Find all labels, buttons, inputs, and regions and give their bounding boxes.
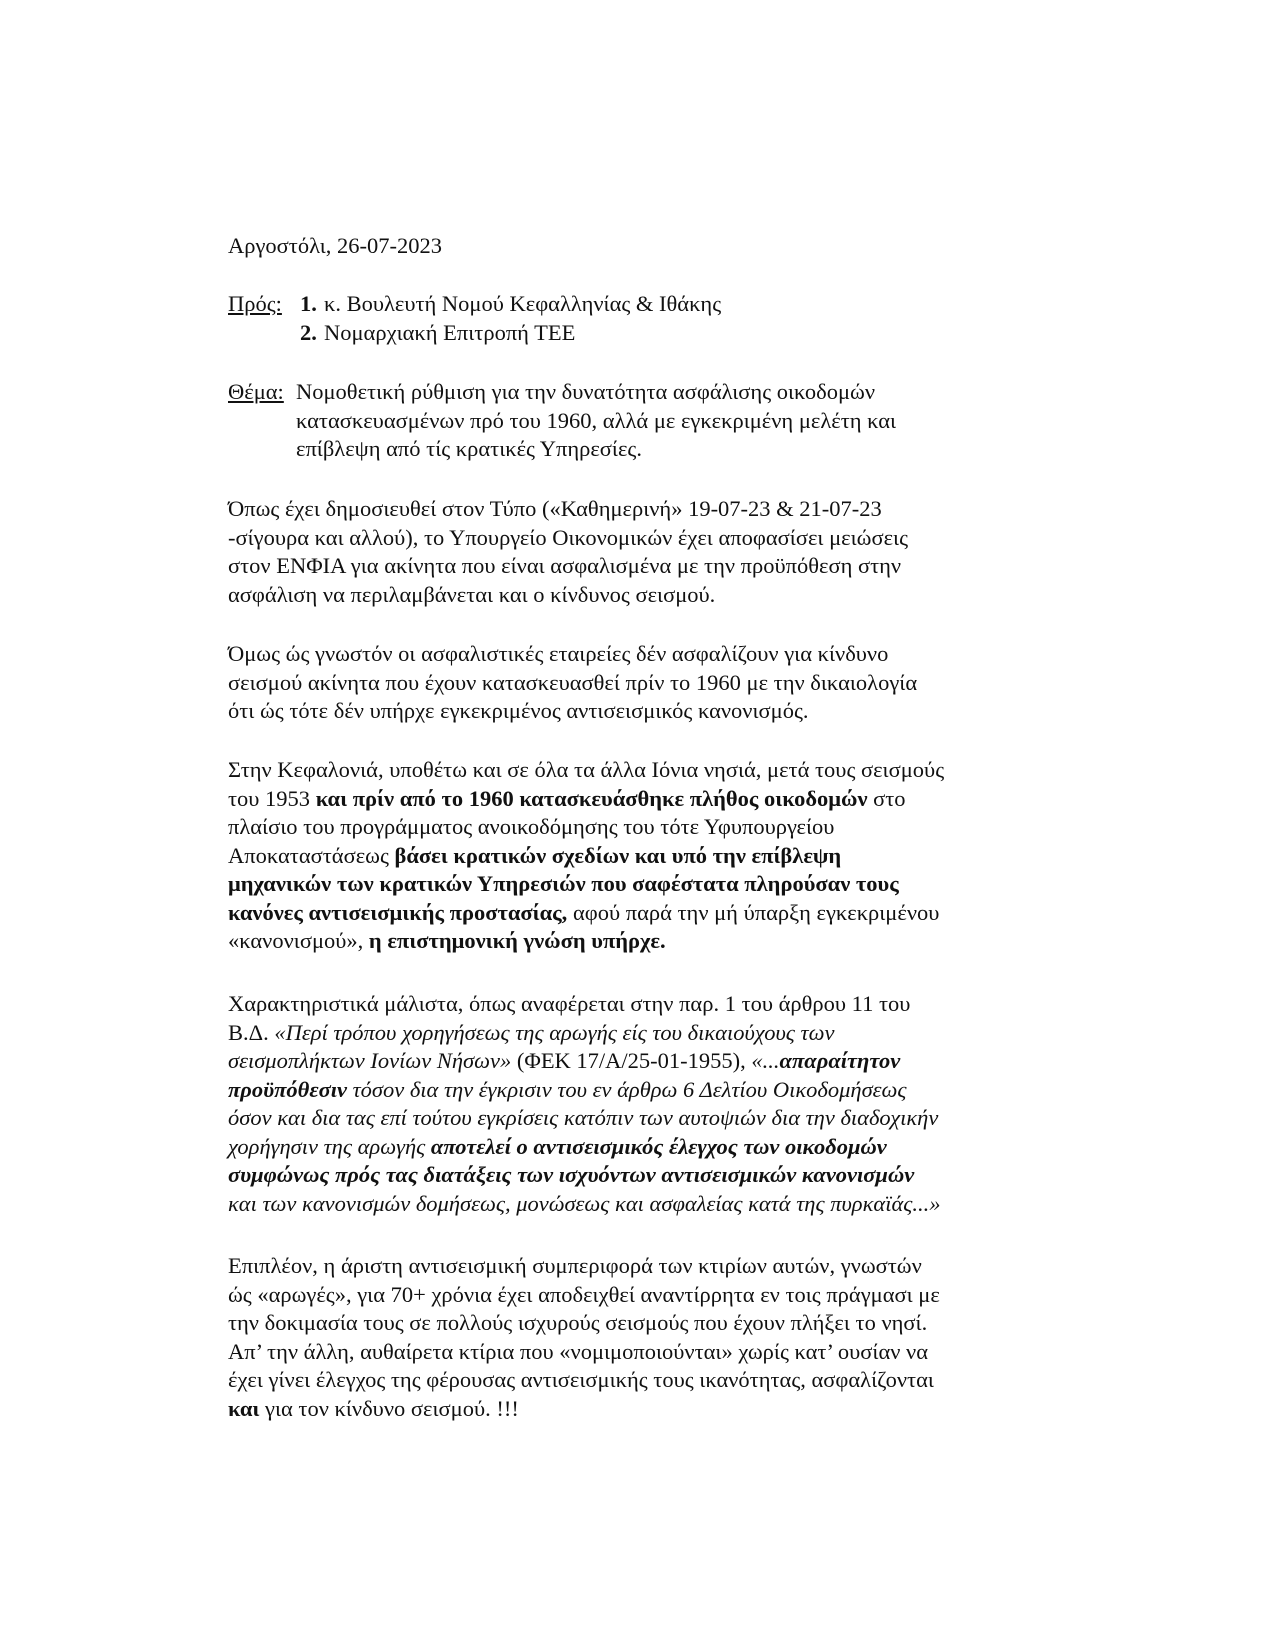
subject-line-3: επίβλεψη από τίς κρατικές Υπηρεσίες. [296, 436, 642, 461]
bold-text: και πρίν από το 1960 κατασκευάσθηκε πλήθος οικοδομών [315, 785, 868, 811]
subject-line-2: κατασκευασμένων πρό του 1960, αλλά με εγκεκριμένη μελέτη και [296, 407, 897, 433]
paragraph-line: πλαίσιο του προγράμματος ανοικοδόμησης του τότε Υφυπουργείου [228, 814, 835, 839]
paragraph-line: «κανονισμού», η επιστημονική γνώση υπήρχε. [228, 928, 666, 953]
bold-text: κανόνες αντισεισμικής προστασίας, [228, 899, 568, 925]
paragraph-line [228, 1161, 941, 1190]
bold-italic-text: αποτελεί ο αντισεισμικός έλεγχος των οικοδομών [430, 1133, 887, 1159]
date-line: Αργοστόλι, 26-07-2023 [228, 233, 443, 258]
paragraph-line: χορήγησιν της αρωγής αποτελεί ο αντισεισμικός έλεγχος των οικοδομών [228, 1133, 887, 1159]
recipient-2 [228, 319, 721, 348]
paragraph-line: σεισμού ακίνητα που έχουν κατασκευασθεί πρίν το 1960 με την δικαιολογία [228, 669, 918, 695]
bold-text: και [228, 1395, 260, 1421]
subject-block [228, 378, 896, 464]
recipient-1-number: 1. [300, 291, 317, 316]
paragraph-line: ώς «αρωγές», για 70+ χρόνια έχει αποδειχθεί αναντίρρητα εν τοις πράγμασι με [228, 1281, 940, 1307]
paragraph-line: σεισμοπλήκτων Ιονίων Νήσων» (ΦΕΚ 17/Α/25-01-1955), «...απαραίτητον [228, 1048, 901, 1073]
paragraph-3 [228, 756, 944, 956]
paragraph-line: Όμως ώς γνωστόν οι ασφαλιστικές εταιρείες δέν ασφαλίζουν για κίνδυνο [228, 641, 889, 666]
subject-line-1: Νομοθετική ρύθμιση για την δυνατότητα ασφάλισης οικοδομών [296, 379, 876, 404]
bold-text: μηχανικών των κρατικών Υπηρεσιών που σαφέστατα πληρούσαν τους [228, 871, 899, 896]
paragraph-line: και των κανονισμών δομήσεως, μονώσεως και ασφαλείας κατά της πυρκαϊάς...» [228, 1190, 941, 1216]
recipient-2-number: 2. [300, 319, 317, 345]
bold-italic-text: προϋπόθεσιν [228, 1076, 347, 1102]
subject-label: Θέμα: [228, 379, 284, 404]
paragraph-line [228, 870, 944, 899]
paragraph-line: ότι ώς τότε δέν υπήρχε εγκεκριμένος αντισεισμικός κανονισμός. [228, 698, 809, 723]
paragraph-line: ασφάλιση να περιλαμβάνεται και ο κίνδυνος σεισμού. [228, 581, 716, 607]
paragraph-line: Απ’ την άλλη, αυθαίρετα κτίρια που «νομιμοποιούνται» χωρίς κατ’ ουσίαν να [228, 1338, 929, 1364]
paragraph-line: Στην Κεφαλονιά, υποθέτω και σε όλα τα άλλα Ιόνια νησιά, μετά τους σεισμούς [228, 757, 945, 782]
paragraph-line: κανόνες αντισεισμικής προστασίας, αφού παρά την μή ύπαρξη εγκεκριμένου [228, 899, 940, 925]
paragraph-line: Β.Δ. «Περί τρόπου χορηγήσεως της αρωγής είς του δικαιούχους των [228, 1019, 835, 1045]
paragraph-1 [228, 495, 908, 609]
paragraph-line: Όπως έχει δημοσιευθεί στον Τύπο («Καθημερινή» 19-07-23 & 21-07-23 [228, 496, 882, 521]
recipients-block [228, 290, 721, 347]
paragraph-line: προϋπόθεσιν τόσον δια την έγκρισιν του εν άρθρω 6 Δελτίου Οικοδομήσεως [228, 1076, 907, 1102]
bold-text: βάσει κρατικών σχεδίων και υπό την επίβλεψη [394, 842, 842, 868]
paragraph-line: όσον και δια τας επί τούτου εγκρίσεις κατόπιν των αυτοψιών δια την διαδοχικήν [228, 1105, 939, 1130]
paragraph-line: -σίγουρα και αλλού), το Υπουργείο Οικονομικών έχει αποφασίσει μειώσεις [228, 524, 909, 550]
bold-italic-text: συμφώνως πρός τας διατάξεις των ισχυόντων αντισεισμικών κανονισμών [228, 1162, 915, 1187]
recipient-1 [228, 290, 721, 319]
paragraph-line: έχει γίνει έλεγχος της φέρουσας αντισεισμικής τους ικανότητας, ασφαλίζονται [228, 1367, 934, 1392]
paragraph-line: στον ΕΝΦΙΑ για ακίνητα που είναι ασφαλισμένα με την προϋπόθεση στην [228, 553, 902, 578]
recipients-label: Πρός: [228, 291, 282, 316]
paragraph-line: Χαρακτηριστικά μάλιστα, όπως αναφέρεται στην παρ. 1 του άρθρου 11 του [228, 991, 911, 1016]
paragraph-2 [228, 640, 917, 726]
paragraph-line: Επιπλέον, η άριστη αντισεισμική συμπεριφορά των κτιρίων αυτών, γνωστών [228, 1253, 922, 1278]
paragraph-4 [228, 990, 941, 1218]
italic-quote: «Περί τρόπου χορηγήσεως της αρωγής είς του δικαιούχους των [274, 1019, 835, 1045]
italic-quote: σεισμοπλήκτων Ιονίων Νήσων» [228, 1048, 512, 1073]
bold-text: η επιστημονική γνώση υπήρχε. [368, 928, 666, 953]
bold-italic-text: απαραίτητον [779, 1048, 901, 1073]
recipient-1-text: κ. Βουλευτή Νομού Κεφαλληνίας & Ιθάκης [324, 291, 722, 316]
paragraph-5 [228, 1252, 940, 1423]
paragraph-line: Αποκαταστάσεως βάσει κρατικών σχεδίων και υπό την επίβλεψη [228, 842, 842, 868]
paragraph-line: του 1953 και πρίν από το 1960 κατασκευάσθηκε πλήθος οικοδομών στο [228, 785, 906, 811]
paragraph-line: την δοκιμασία τους σε πολλούς ισχυρούς σεισμούς που έχουν πλήξει το νησί. [228, 1310, 928, 1335]
recipient-2-text: Νομαρχιακή Επιτροπή ΤΕΕ [324, 319, 576, 345]
paragraph-line: και για τον κίνδυνο σεισμού. !!! [228, 1395, 519, 1421]
